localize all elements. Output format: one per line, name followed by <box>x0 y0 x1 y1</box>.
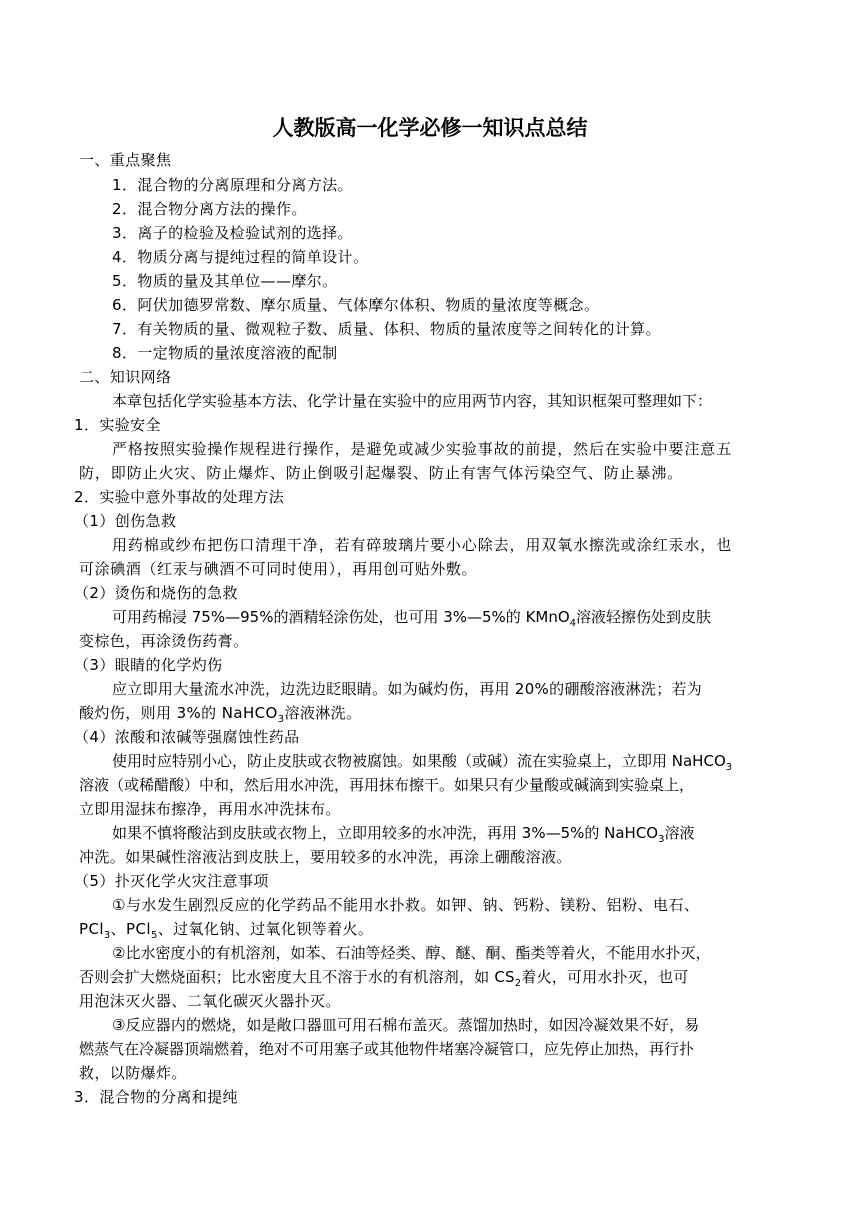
paragraph-line: 应立即用大量流水冲洗，边洗边眨眼睛。如为碱灼伤，再用 20%的硼酸溶液淋洗；若为 <box>112 680 703 698</box>
subsection-heading: （3）眼睛的化学灼伤 <box>74 656 223 674</box>
text-run: 、过氧化钠、过氧化钡等着火。 <box>157 920 374 938</box>
subsection-heading: （5）扑灭化学火灾注意事项 <box>74 872 269 890</box>
list-item: 8．一定物质的量浓度溶液的配制 <box>112 344 338 362</box>
paragraph-line: 用泡沫灭火器、二氧化碳灭火器扑灭。 <box>79 992 341 1010</box>
subscript: 3 <box>658 834 665 845</box>
paragraph-line: 救，以防爆炸。 <box>79 1064 187 1082</box>
subsection-heading: 2．实验中意外事故的处理方法 <box>74 488 285 506</box>
text-run: 溶液 <box>664 824 695 842</box>
paragraph-line <box>79 965 689 989</box>
subsection-heading: （2）烫伤和烧伤的急救 <box>74 584 238 602</box>
text-run: 着火，可用水扑灭，也可 <box>521 968 689 986</box>
paragraph-line <box>112 605 711 629</box>
text-run: 可用药棉浸 75%—95%的酒精轻涂伤处，也可用 3%—5%的 KMnO <box>112 608 570 626</box>
paragraph-line: 防，即防止火灾、防止爆炸、防止倒吸引起爆裂、防止有害气体污染空气、防止暴沸。 <box>79 464 684 482</box>
paragraph-line: 可涂碘酒（红汞与碘酒不可同时使用），再用创可贴外敷。 <box>79 560 478 578</box>
list-item: 1．混合物的分离原理和分离方法。 <box>112 176 353 194</box>
list-item: 4．物质分离与提纯过程的简单设计。 <box>112 248 369 266</box>
paragraph-line <box>112 821 695 845</box>
text-run: 酸灼伤，则用 3%的 NaHCO <box>79 704 278 722</box>
text-run: 、PCl <box>110 920 151 938</box>
document-title: 人教版高一化学必修一知识点总结 <box>272 116 588 140</box>
paragraph-line: ②比水密度小的有机溶剂，如苯、石油等烃类、醇、醚、酮、酯类等着火，不能用水扑灭， <box>112 944 711 962</box>
paragraph-line: 严格按照实验操作规程进行操作，是避免或减少实验事故的前提，然后在实验中要注意五 <box>112 440 733 458</box>
paragraph-line: 本章包括化学实验基本方法、化学计量在实验中的应用两节内容，其知识框架可整理如下： <box>112 392 713 410</box>
subsection-heading: 3．混合物的分离和提纯 <box>74 1088 238 1106</box>
subscript: 4 <box>569 618 577 629</box>
paragraph-line: 溶液（或稀醋酸）中和，然后用水冲洗，再用抹布擦干。如果只有少量酸或碱滴到实验桌上， <box>79 776 695 794</box>
list-item: 3．离子的检验及检验试剂的选择。 <box>112 224 353 242</box>
paragraph-line <box>79 701 362 725</box>
text-run: PCl <box>79 920 104 938</box>
section-heading: 二、知识网络 <box>79 368 172 386</box>
subscript: 2 <box>514 978 522 989</box>
subsection-heading: 1．实验安全 <box>74 416 161 434</box>
subscript: 3 <box>277 714 285 725</box>
paragraph-line: 变棕色，再涂烫伤药膏。 <box>79 632 249 650</box>
subscript: 5 <box>150 930 158 941</box>
subsection-heading: （4）浓酸和浓碱等强腐蚀性药品 <box>74 728 300 746</box>
list-item: 7．有关物质的量、微观粒子数、质量、体积、物质的量浓度等之间转化的计算。 <box>112 320 661 338</box>
paragraph-line <box>79 917 373 941</box>
section-heading: 一、重点聚焦 <box>79 151 172 169</box>
paragraph-line: ①与水发生剧烈反应的化学药品不能用水扑救。如钾、钠、钙粉、镁粉、铝粉、电石、 <box>112 896 700 914</box>
list-item: 5．物质的量及其单位——摩尔。 <box>112 272 338 290</box>
paragraph-line: 立即用湿抹布擦净，再用水冲洗抹布。 <box>79 800 341 818</box>
paragraph-line: 燃蒸气在冷凝器顶端燃着，绝对不可用塞子或其他物件堵塞冷凝管口，应先停止加热，再行扑 <box>79 1040 695 1058</box>
subsection-heading: （1）创伤急救 <box>74 512 177 530</box>
paragraph-line <box>112 749 732 773</box>
text-run: 溶液淋洗。 <box>284 704 362 722</box>
text-run: 否则会扩大燃烧面积；比水密度大且不溶于水的有机溶剂，如 CS <box>79 968 515 986</box>
paragraph-line: ③反应器内的燃烧，如是敞口器皿可用石棉布盖灭。蒸馏加热时，如因冷凝效果不好，易 <box>112 1016 700 1034</box>
list-item: 2．混合物分离方法的操作。 <box>112 200 307 218</box>
paragraph-line: 用药棉或纱布把伤口清理干净，若有碎玻璃片要小心除去，用双氧水擦洗或涂红汞水，也 <box>112 536 733 554</box>
subscript: 3 <box>103 930 111 941</box>
text-run: 使用时应特别小心，防止皮肤或衣物被腐蚀。如果酸（或碱）流在实验桌上，立即用 NaHCO <box>112 752 726 770</box>
list-item: 6．阿伏加德罗常数、摩尔质量、气体摩尔体积、物质的量浓度等概念。 <box>112 296 600 314</box>
subscript: 3 <box>725 762 733 773</box>
text-run: 如果不慎将酸沾到皮肤或衣物上，立即用较多的水冲洗，再用 3%—5%的 NaHCO <box>112 824 659 842</box>
paragraph-line: 冲洗。如果碱性溶液沾到皮肤上，要用较多的水冲洗，再涂上硼酸溶液。 <box>79 848 572 866</box>
text-run: 溶液轻擦伤处到皮肤 <box>576 608 712 626</box>
